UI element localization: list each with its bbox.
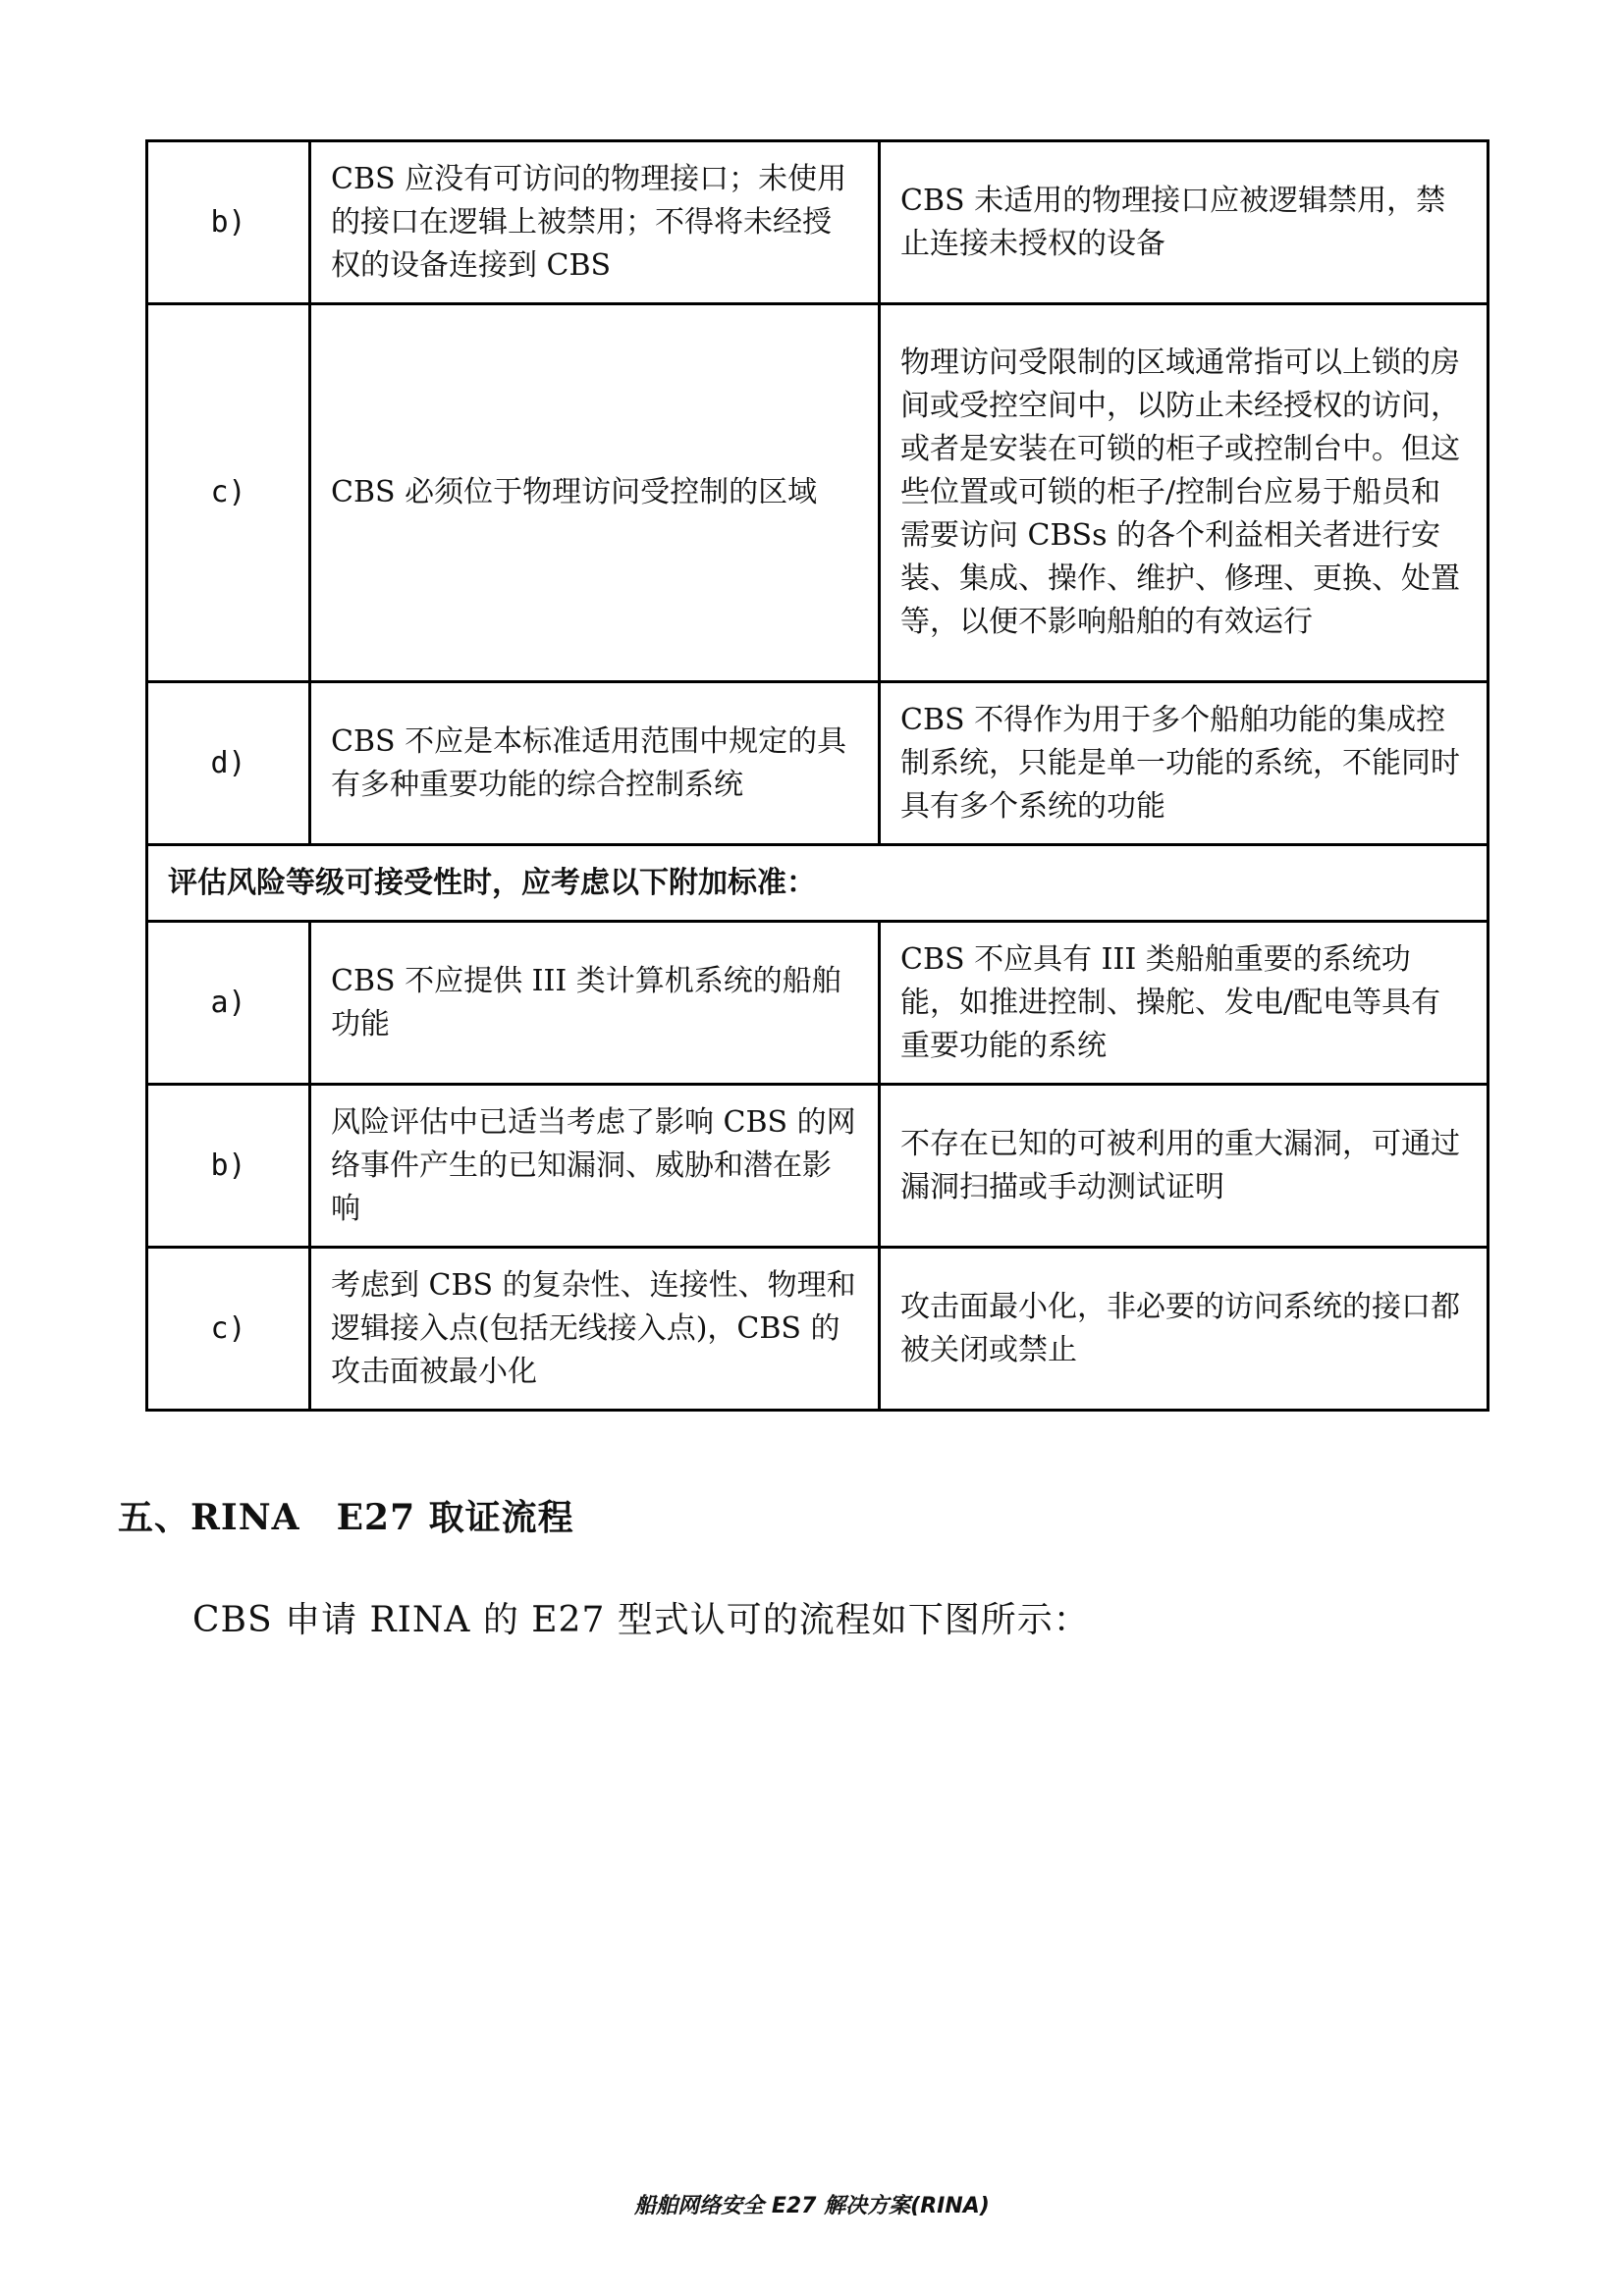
table-row	[147, 141, 1489, 304]
row-index: c)	[147, 304, 310, 682]
row-index: c)	[147, 1248, 310, 1411]
criterion-cell: CBS 应没有可访问的物理接口；未使用的接口在逻辑上被禁用；不得将未经授权的设备连接到 CBS	[310, 141, 880, 304]
row-index: b)	[147, 141, 310, 304]
explanation-cell: 不存在已知的可被利用的重大漏洞，可通过漏洞扫描或手动测试证明	[880, 1085, 1489, 1248]
row-index: b)	[147, 1085, 310, 1248]
table-row	[147, 682, 1489, 845]
row-index: d)	[147, 682, 310, 845]
criterion-cell: CBS 必须位于物理访问受控制的区域	[310, 304, 880, 682]
criterion-cell: CBS 不应是本标准适用范围中规定的具有多种重要功能的综合控制系统	[310, 682, 880, 845]
page-footer: 船舶网络安全 E27 解决方案(RINA)	[634, 2194, 990, 2218]
row-index: a)	[147, 922, 310, 1085]
table-subheading: 评估风险等级可接受性时，应考虑以下附加标准：	[147, 845, 1489, 922]
table-row	[147, 304, 1489, 682]
section-heading: 五、RINA E27 取证流程	[118, 1497, 574, 1538]
table-row	[147, 1248, 1489, 1411]
table-row	[147, 1085, 1489, 1248]
table-subheading-row	[147, 845, 1489, 922]
criterion-cell: 考虑到 CBS 的复杂性、连接性、物理和逻辑接入点(包括无线接入点)，CBS 的攻击面被最小化	[310, 1248, 880, 1411]
explanation-cell: 攻击面最小化，非必要的访问系统的接口都被关闭或禁止	[880, 1248, 1489, 1411]
explanation-cell: CBS 不应具有 III 类船舶重要的系统功能，如推进控制、操舵、发电/配电等具有重要功能的系统	[880, 922, 1489, 1085]
table-row	[147, 922, 1489, 1085]
explanation-cell: CBS 未适用的物理接口应被逻辑禁用，禁止连接未授权的设备	[880, 141, 1489, 304]
criterion-cell: 风险评估中已适当考虑了影响 CBS 的网络事件产生的已知漏洞、威胁和潜在影响	[310, 1085, 880, 1248]
explanation-cell: CBS 不得作为用于多个船舶功能的集成控制系统，只能是单一功能的系统，不能同时具有多个系统的功能	[880, 682, 1489, 845]
criterion-cell: CBS 不应提供 III 类计算机系统的船舶功能	[310, 922, 880, 1085]
criteria-table	[145, 139, 1489, 1412]
section-paragraph: CBS 申请 RINA 的 E27 型式认可的流程如下图所示：	[192, 1600, 1090, 1640]
explanation-cell: 物理访问受限制的区域通常指可以上锁的房间或受控空间中，以防止未经授权的访问，或者是安装在可锁的柜子或控制台中。但这些位置或可锁的柜子/控制台应易于船员和需要访问 CBSs 的各个利益相关者进行安装、集成、操作、维护、修理、更换、处置等，以便不影响船舶的有效运行	[880, 304, 1489, 682]
